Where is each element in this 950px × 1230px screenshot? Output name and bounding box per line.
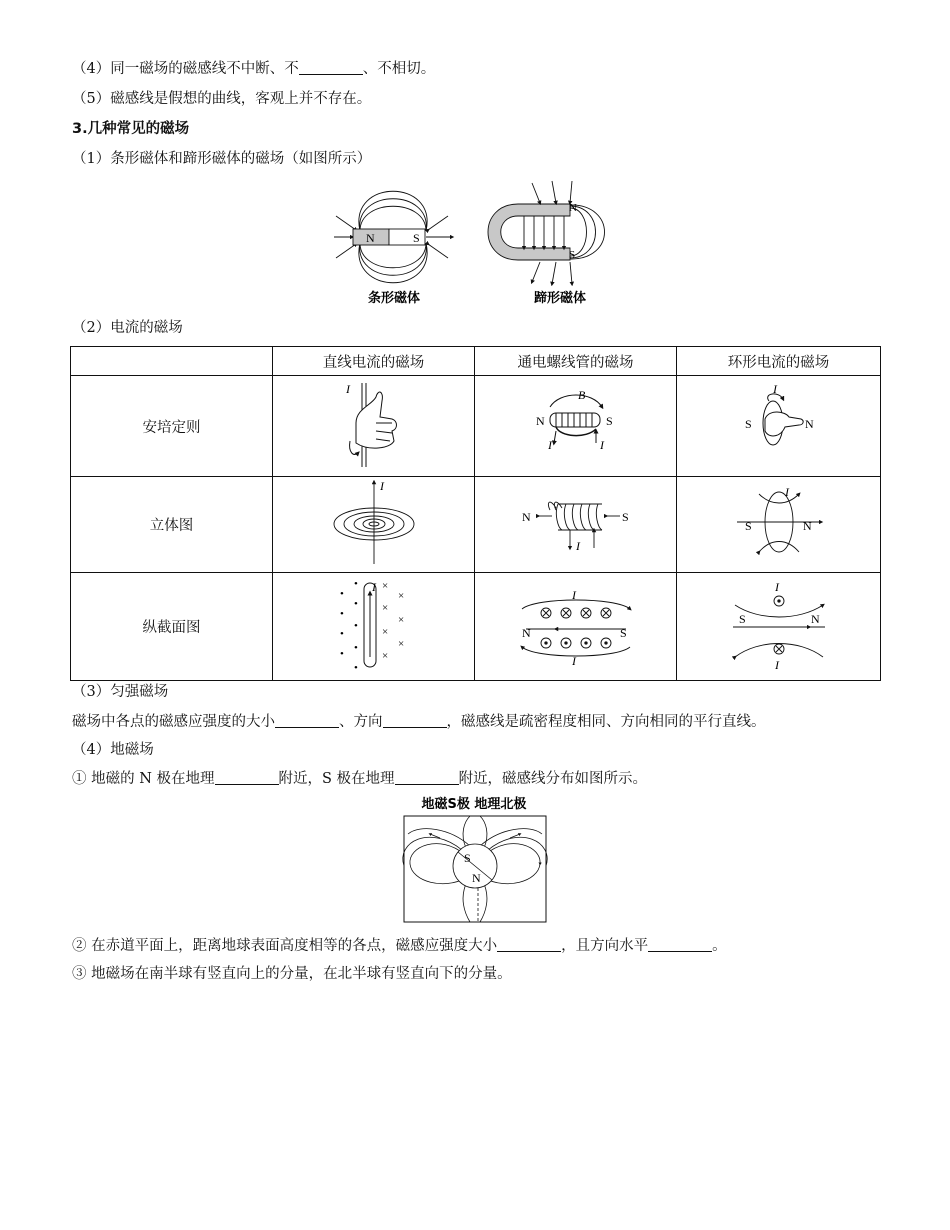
answer-blank[interactable] [648, 937, 712, 952]
bar-n-label: N [366, 231, 375, 245]
magnet-field-figure [320, 178, 630, 310]
field-out-symbol: • [339, 647, 344, 660]
current-label: I [547, 438, 552, 452]
uniform-text: 、方向 [339, 714, 383, 730]
solenoid-s-label: S [621, 509, 629, 524]
loop-s-label: S [744, 417, 752, 431]
solenoid-s-label: S [619, 625, 627, 640]
answer-blank[interactable] [215, 770, 279, 785]
loop-s-label: S [738, 611, 746, 626]
current-label: I [774, 579, 779, 594]
horseshoe-magnet-caption: 蹄形磁体 [533, 291, 587, 306]
item-4-line [72, 59, 435, 79]
right-hand-grip-loop-icon [719, 379, 839, 469]
field-out-symbol: • [353, 619, 358, 632]
earth-text: 附近，磁感线分布如图所示。 [458, 771, 648, 787]
field-in-symbol: × [381, 601, 388, 614]
table-header-cell: 环形电流的磁场 [677, 347, 881, 376]
horseshoe-s-label: S [569, 249, 576, 261]
earth-magnetic-field-figure [400, 794, 550, 926]
table-row [71, 477, 881, 573]
solenoid-3d-diagram [516, 478, 636, 568]
field-out-symbol: • [339, 587, 344, 600]
answer-blank[interactable] [395, 770, 459, 785]
solenoid-3d-cell [475, 477, 677, 573]
loop-s-label: S [744, 518, 752, 533]
row-label: 纵截面图 [71, 573, 273, 681]
section-3-heading: 3.几种常见的磁场 [72, 121, 190, 137]
bar-s-label: S [413, 231, 420, 245]
loop-3d-diagram [719, 478, 839, 568]
solenoid-n-label: N [535, 414, 545, 428]
field-in-symbol: × [381, 579, 388, 592]
field-out-symbol: • [339, 627, 344, 640]
table-row [71, 376, 881, 477]
row-label: 立体图 [71, 477, 273, 573]
current-label: I [784, 484, 789, 499]
earth-text: 附近，S 极在地理 [278, 771, 395, 787]
current-label: I [371, 579, 376, 594]
field-out-symbol: • [353, 597, 358, 610]
solenoid-right-hand-cell [475, 376, 677, 477]
table-header-cell: 通电螺线管的磁场 [475, 347, 677, 376]
field-in-symbol: × [381, 649, 388, 662]
loop-n-label: N [810, 611, 820, 626]
uniform-text: ，磁感线是疏密程度相同、方向相同的平行直线。 [446, 714, 766, 730]
solenoid-section-diagram [516, 577, 636, 673]
field-out-symbol: • [353, 661, 358, 673]
field-label: B [577, 388, 585, 402]
field-in-symbol: × [397, 613, 404, 626]
subsection-2: （2）电流的磁场 [72, 320, 183, 336]
loop-n-label: N [804, 417, 814, 431]
table-header-row [71, 347, 881, 376]
loop-right-hand-cell [677, 376, 881, 477]
table-row [71, 573, 881, 681]
subsection-3: （3）匀强磁场 [72, 684, 169, 700]
solenoid-n-label: N [521, 509, 531, 524]
earth-s-pole-label: S [464, 851, 471, 865]
current-label: I [575, 538, 580, 553]
item-4-text-end: 、不相切。 [362, 61, 436, 77]
field-in-symbol: × [381, 625, 388, 638]
straight-wire-section-cell [273, 573, 475, 681]
answer-blank[interactable] [383, 713, 447, 728]
field-out-symbol: • [353, 577, 358, 590]
subsection-4: （4）地磁场 [72, 742, 154, 758]
earth-text: 。 [712, 938, 727, 954]
current-label: I [345, 382, 350, 396]
answer-blank[interactable] [275, 713, 339, 728]
straight-wire-section-diagram [314, 577, 434, 673]
current-field-table [70, 346, 881, 681]
field-out-symbol: • [353, 641, 358, 654]
solenoid-section-cell [475, 573, 677, 681]
answer-blank[interactable] [497, 937, 561, 952]
item-4-text: （4）同一磁场的磁感线不中断、不 [72, 61, 299, 77]
loop-n-label: N [802, 518, 812, 533]
current-label: I [379, 478, 384, 493]
earth-field-item-1 [72, 769, 647, 789]
straight-wire-3d-cell [273, 477, 475, 573]
bar-magnet-caption: 条形磁体 [367, 291, 421, 306]
earth-figure-caption: 地磁S极 地理北极 [421, 797, 527, 812]
right-hand-grip-straight-icon [314, 379, 434, 469]
loop-section-diagram [719, 577, 839, 673]
current-label: I [599, 438, 604, 452]
earth-text: ① 地磁的 N 极在地理 [72, 771, 215, 787]
earth-field-item-3: ③ 地磁场在南半球有竖直向上的分量，在北半球有竖直向下的分量。 [72, 966, 512, 982]
answer-blank[interactable] [299, 60, 363, 75]
uniform-field-line [72, 712, 766, 732]
field-in-symbol: × [397, 637, 404, 650]
loop-section-cell [677, 573, 881, 681]
bar-magnet-diagram [334, 191, 452, 283]
field-in-symbol: × [397, 589, 404, 602]
current-label: I [571, 653, 576, 668]
loop-3d-cell [677, 477, 881, 573]
uniform-text: 磁场中各点的磁感应强度的大小 [72, 714, 275, 730]
earth-text: ② 在赤道平面上，距离地球表面高度相等的各点，磁感应强度大小 [72, 938, 498, 954]
current-label: I [772, 382, 777, 396]
current-label: I [774, 657, 779, 672]
earth-n-pole-label: N [472, 871, 481, 885]
straight-wire-right-hand-cell [273, 376, 475, 477]
table-header-cell: 直线电流的磁场 [273, 347, 475, 376]
solenoid-s-label: S [605, 414, 613, 428]
row-label: 安培定则 [71, 376, 273, 477]
item-5-line: （5）磁感线是假想的曲线，客观上并不存在。 [72, 91, 372, 107]
horseshoe-magnet-diagram [488, 181, 605, 284]
table-header-cell [71, 347, 273, 376]
earth-text: ，且方向水平 [561, 938, 649, 954]
solenoid-n-label: N [521, 625, 531, 640]
current-label: I [571, 587, 576, 602]
field-out-symbol: • [339, 607, 344, 620]
earth-field-item-2 [72, 936, 727, 956]
subsection-1: （1）条形磁体和蹄形磁体的磁场（如图所示） [72, 151, 372, 167]
horseshoe-n-label: N [569, 202, 577, 214]
straight-wire-3d-diagram [314, 478, 434, 568]
right-hand-grip-solenoid-icon [516, 379, 636, 469]
